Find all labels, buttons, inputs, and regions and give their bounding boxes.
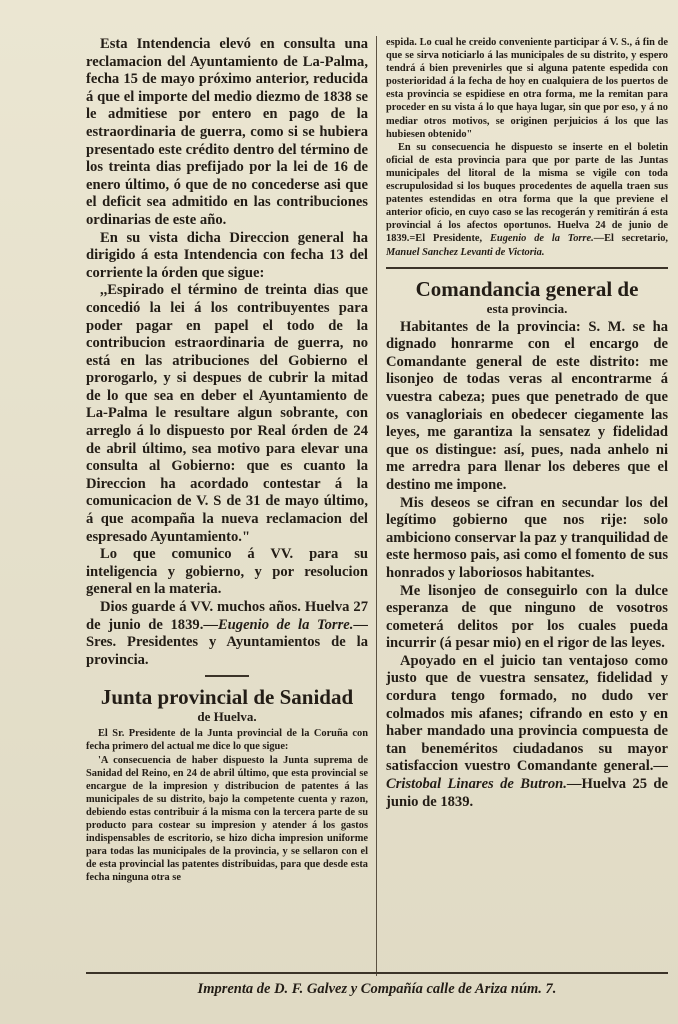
comandancia-title: Comandancia general de	[415, 276, 639, 301]
closing-paragraph	[86, 599, 368, 669]
sanidad-paragraph-2: 'A consecuencia de haber dispuesto la Junta suprema de Sanidad del Reino, en 24 de abril último, que esta provincial se encargue de la impresion y distribucion de patentes á las municipales de su distrito, bajo la competente cuenta y razon, debiendo estas contribuir á la misma con la tercera parte de su producto para costear su impresion y atender á los gastos indispensables de escritorio, se hizo dicha impresion uniforme para todas las municipales de la provincia, y se sellaron con el de esta provincial las patentes distribuidas, para que desde esta fecha ninguna otra se	[86, 754, 368, 884]
comandancia-last-text: Apoyado en el juicio tan ventajoso como justo que de vuestra sensatez, fidelidad y cordura tengo formado, no dudo ver colmados mis afanes; cifrando en esto y en haber mandado una provincia compuesta de tan beneméritos ciudadanos su mayor satisfaccion vuestro Comandante general.—	[386, 652, 668, 775]
sanidad-continuation: espida. Lo cual he creido conveniente participar á V. S., á fin de que se sirva noticiarlo á las municipales de su distrito, y espero tendrá á bien prevenirles que si alguna patente espedida con posterioridad á la fecha de hoy en cualquiera de los puertos de esta provincia se espidiese en otra forma, me la remitan para proceder en su vista á lo que haya lugar, sin que por eso, y á no mediar otros motivos, se originen perjuicios á los que las hubiesen obtenido"	[386, 37, 668, 140]
intro-paragraph-2: En su vista dicha Direccion general ha dirigido á esta Intendencia con fecha 13 del corriente la órden que sigue:	[86, 229, 368, 281]
sanidad-paragraph-1: El Sr. Presidente de la Junta provincial de la Coruña con fecha primero del actual me dice lo que sigue:	[86, 728, 368, 753]
sanidad-order	[386, 141, 668, 259]
comandancia-paragraph-1: Habitantes de la provincia: S. M. se ha dignado honrarme con el encargo de Comandante general de este distrito: me lisonjeo de todas veras al encontrarme á vuestra cabeza; pues que penetrado de que os vanagloriais en obedecer ciegamente las leyes, me garantiza la sensatez y fidelidad que os distingue: así, pues, nada anhelo ni me arredra para llenar los deberes que el destino me impone.	[386, 318, 668, 493]
column-divider	[376, 36, 377, 976]
section-divider	[205, 675, 249, 677]
sanidad-order-text: En su consecuencia he dispuesto se inserte en el boletin oficial de esta provincia para que por parte de las Juntas municipales del litoral de la misma se vigile con toda escrupulosidad si los buques procedentes de aquella traen sus patentes estendidas en otra forma que la que previene el anterior oficio, en cuyo caso se las recogerán y remitirán á esta provincial á los afectos oportunos. Huelva 24 de junio de 1839.=El Presidente,	[386, 141, 668, 245]
sanidad-order-secretary-name: Manuel Sanchez Levanti de Victoria.	[386, 246, 545, 258]
intro-paragraph-3: ,,Espirado el término de treinta dias que concedió la lei á los contribuyentes para poder pagar en papel el todo de la contribucion estraordinaria de guerra, no está en las atribuciones del Gobierno el prorogarlo, y si despues de cubrir la mitad de lo que sea en deber el Ayuntamiento de La-Palma le resultare algun sobrante, con arreglo á lo dispuesto por Real órden de 24 de abril último, sea motivo para elevar una consulta al Gobierno: que es cuanto la Direccion ha acordado contestar á la comunicacion de V. S de 31 de mayo último, á que acompaña la nueva reclamacion del espresado Ayuntamiento."	[86, 282, 368, 545]
right-column	[386, 36, 668, 972]
comandancia-paragraph-2: Mis deseos se cifran en secundar los del legítimo gobierno que nos rije: solo ambiciono conservar la paz y tranquilidad de este hermoso pais, asi como el fomento de sus honrados y laboriosos habitantes.	[386, 494, 668, 581]
printer-imprint: Imprenta de D. F. Galvez y Compañía calle de Ariza núm. 7.	[197, 981, 557, 997]
comandancia-subtitle: esta provincia.	[486, 300, 568, 316]
sanidad-title: Junta provincial de Sanidad	[100, 685, 354, 710]
sanidad-order-signature: Eugenio de la Torre.	[489, 233, 594, 245]
footer-rule	[86, 972, 668, 974]
comandancia-signature: Cristobal Linares de Butron.	[386, 776, 567, 793]
sanidad-subtitle: de Huelva.	[197, 709, 257, 725]
closing-text: Dios guarde á VV. muchos años. Huelva 27 de junio de 1839.—	[86, 599, 368, 633]
closing-signature: Eugenio de la Torre.	[217, 616, 354, 633]
comandancia-date: —Huelva 25 de junio de 1839.	[386, 776, 668, 810]
section-divider-right	[386, 267, 668, 269]
comandancia-paragraph-4	[386, 653, 668, 811]
comandancia-paragraph-3: Me lisonjeo de conseguirlo con la dulce esperanza de que ninguno de vosotros cometerá delitos por los cuales pueda incurrir (á pesar mio) en el rigor de las leyes.	[386, 582, 668, 652]
closing-recipients: —Sres. Presidentes y Ayuntamientos de la provincia.	[86, 616, 368, 668]
left-column	[86, 36, 368, 954]
sanidad-order-secretary-label: —El secretario,	[593, 233, 668, 245]
intro-paragraph-4: Lo que comunico á VV. para su inteligencia y gobierno, y por resolucion general en la materia.	[86, 546, 368, 598]
intro-paragraph-1: Esta Intendencia elevó en consulta una reclamacion del Ayuntamiento de La-Palma, fecha 15 de mayo próximo anterior, reducida á que el importe del medio diezmo de 1838 se le admitiese por entero en pago de la estraordinaria de guerra, como si se hubiera presentado este crédito dentro del término de los treinta dias prefijado por la lei de 16 de enero último, ó que de no concederse asi que el deficit sea admitido en las contribuciones ordinarias de este año.	[86, 36, 368, 228]
